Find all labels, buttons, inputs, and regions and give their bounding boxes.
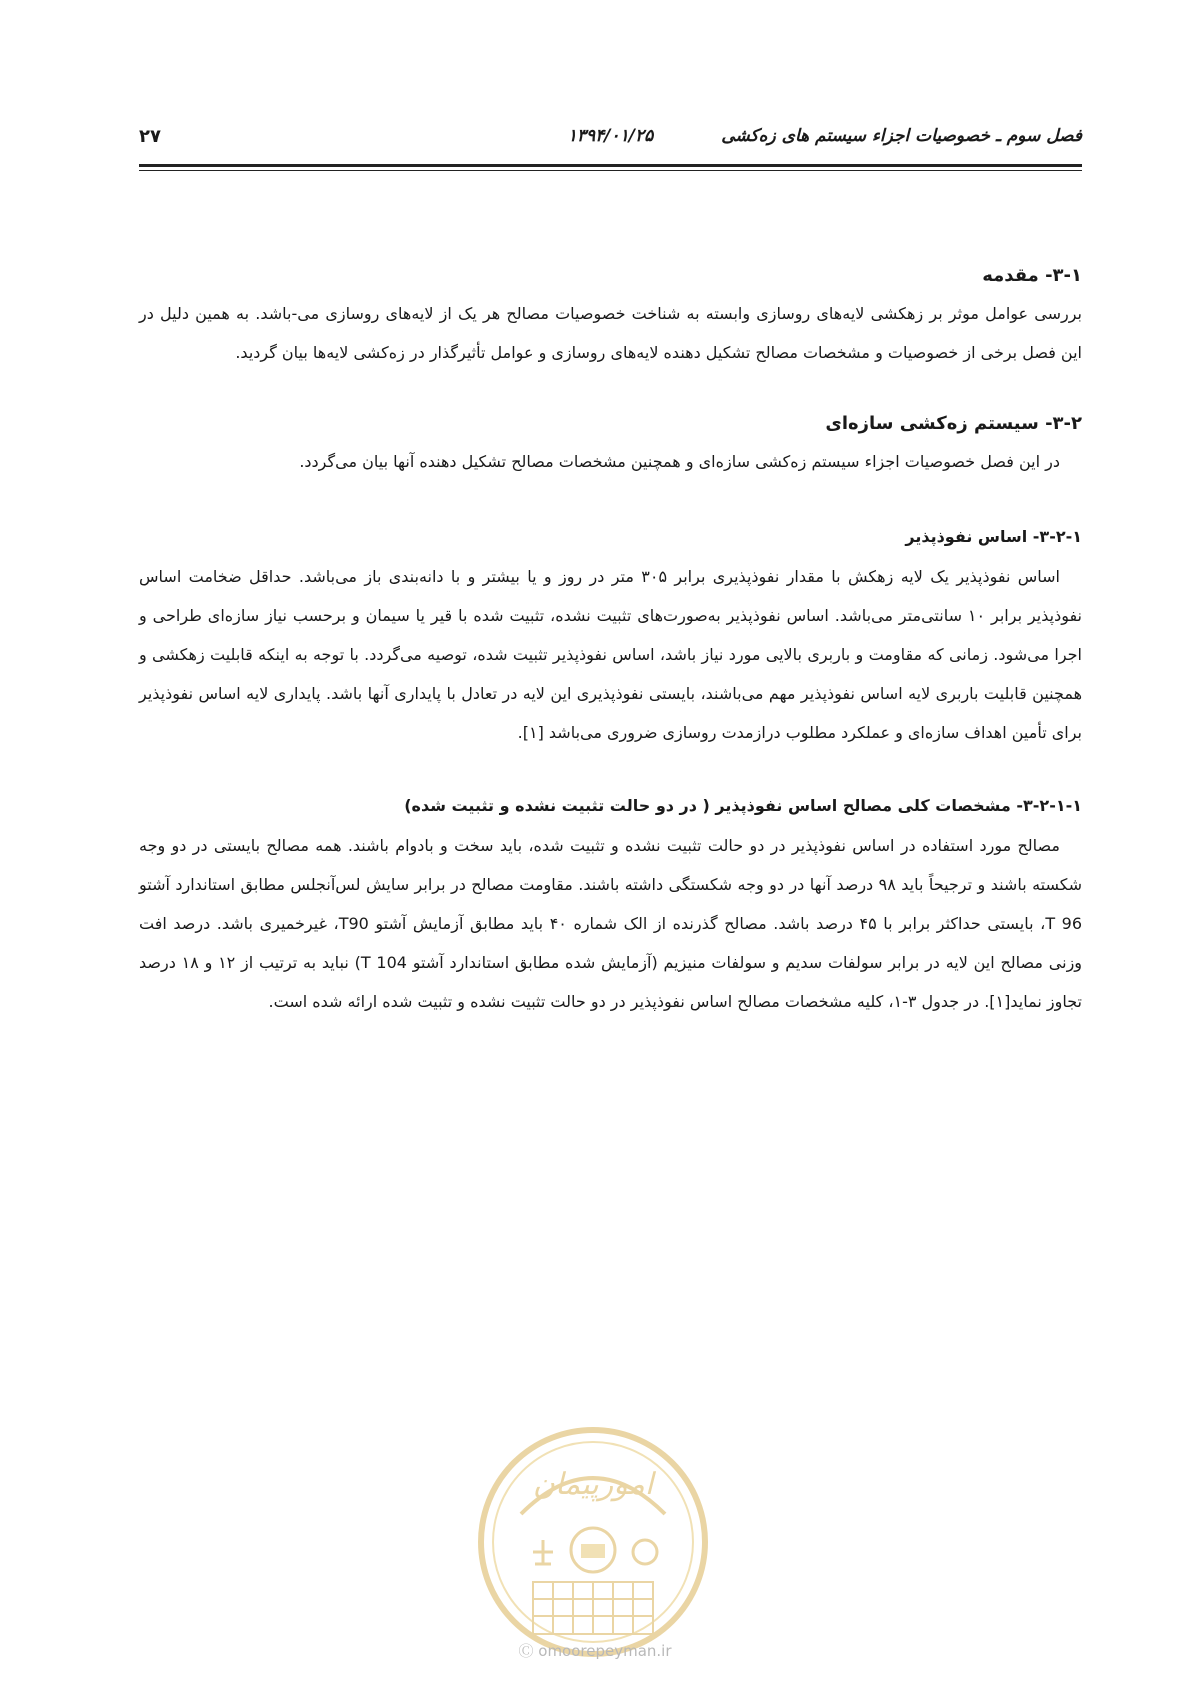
chapter-title: فصل سوم ـ خصوصیات اجزاء سیستم های زه‌کشی — [721, 126, 1082, 146]
section-heading-permeable-base: ۳-۲-۱- اساس نفوذپذیر — [905, 527, 1082, 546]
section-paragraph-material-specs: مصالح مورد استفاده در اساس نفوذپذیر در دو حالت تثبیت نشده و تثبیت شده، باید سخت و بادوام باشند. همه مصالح بایستی در دو وجه شکسته باشند و ترجیحاً باید ۹۸ درصد آنها در دو وجه شکستگی داشته باشند. مقاومت مصالح در برابر سایش لس‌آنجلس مطابق استاندارد آشتو T 96، بایستی حداکثر برابر با ۴۵ درصد باشد. مصالح گذرنده از الک شماره ۴۰ باید مطابق آزمایش آشتو T90، غیرخمیری باشد. درصد افت وزنی مصالح این لایه در برابر سولفات سدیم و سولفات منیزیم (آزمایش شده مطابق استاندارد آشتو T 104) نباید به ترتیب از ۱۲ و ۱۸ درصد تجاوز نماید[۱]. در جدول ۳-۱، کلیه مشخصات مصالح اساس نفوذپذیر در دو حالت تثبیت نشده و تثبیت شده ارائه شده است. — [139, 836, 1083, 1011]
header-rule-thick — [139, 164, 1082, 167]
header-date: ۱۳۹۴/۰۱/۲۵ — [567, 126, 654, 146]
section-paragraph-permeable-base: اساس نفوذپذیر یک لایه زهکش با مقدار نفوذپذیری برابر ۳۰۵ متر در روز و یا بیشتر و با دانه‌بندی باز می‌باشد. حداقل ضخامت اساس نفوذپذیر برابر ۱۰ سانتی‌متر می‌باشد. اساس نفوذپذیر به‌صورت‌های تثبیت نشده، تثبیت شده با قیر یا سیمان و برحسب نیاز سازه‌ای طراحی و اجرا می‌شود. زمانی که مقاومت و باربری بالایی مورد نیاز باشد، اساس نفوذپذیر تثبیت شده، توصیه می‌گردد. با توجه به اینکه قابلیت زهکشی و همچنین قابلیت باربری لایه اساس نفوذپذیر مهم می‌باشند، بایستی نفوذپذیری این لایه در تعادل با پایداری آنها باشد. پایداری لایه اساس نفوذپذیر برای تأمین اهداف سازه‌ای و عملکرد مطلوب درازمدت روسازی ضروری می‌باشد [۱]. — [139, 567, 1083, 742]
section-heading-material-specs: ۳-۲-۱-۱- مشخصات کلی مصالح اساس نفوذپذیر ( در دو حالت تثبیت نشده و تثبیت شده) — [404, 796, 1082, 815]
section-heading-introduction: ۳-۱- مقدمه — [982, 265, 1082, 286]
section-paragraph-drainage-system: در این فصل خصوصیات اجزاء سیستم زه‌کشی سازه‌ای و همچنین مشخصات مصالح تشکیل دهنده آنها بیان می‌گردد. — [299, 452, 1060, 471]
page-number: ۲۷ — [139, 126, 161, 147]
section-heading-drainage-system: ۳-۲- سیستم زه‌کشی سازه‌ای — [825, 413, 1082, 434]
watermark-url: Ⓒ omoorepeyman.ir — [518, 1642, 672, 1660]
document-body — [139, 262, 1082, 1021]
watermark-logo-text: امورپیمان — [532, 1467, 654, 1502]
header-rule-thin — [139, 170, 1082, 171]
page-header — [139, 126, 1082, 156]
section-paragraph-introduction: بررسی عوامل موثر بر زهکشی لایه‌های روسازی وابسته به شناخت خصوصیات مصالح هر یک از لایه‌های روسازی می-باشد. به همین دلیل در این فصل برخی از خصوصیات و مشخصات مصالح تشکیل دهنده لایه‌های روسازی و عوامل تأثیرگذار در زه‌کشی لایه‌ها بیان گردید. — [139, 304, 1082, 362]
watermark-logo — [473, 1422, 713, 1662]
watermark-icon: Ⓒ — [518, 1642, 534, 1660]
